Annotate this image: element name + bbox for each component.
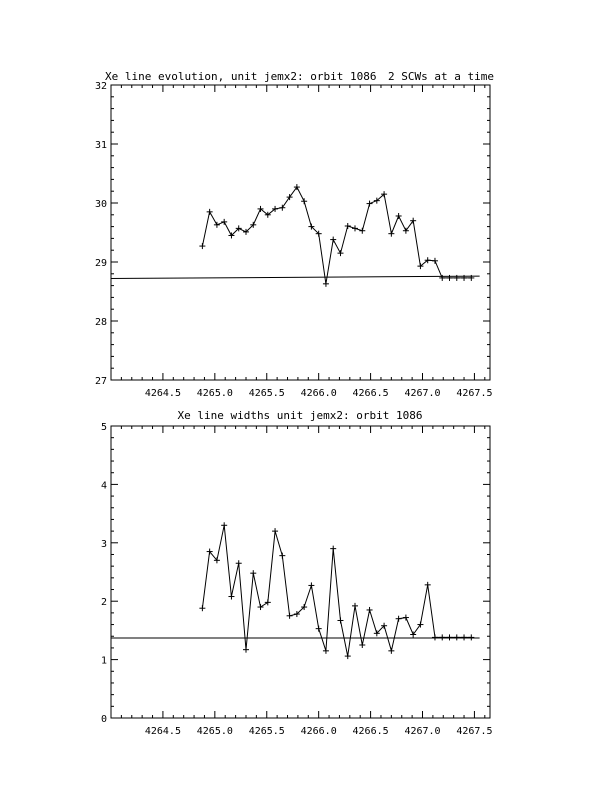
evolution-data-point — [221, 219, 227, 225]
widths-data-point — [258, 604, 264, 610]
evolution-data-point — [359, 228, 365, 234]
widths-data-point — [199, 605, 205, 611]
evolution-y-tick-label: 27 — [94, 376, 107, 387]
widths-x-tick-label: 4264.5 — [144, 726, 181, 737]
evolution-reference-line — [111, 276, 480, 278]
widths-y-tick-label: 4 — [100, 480, 107, 492]
evolution-data-point — [447, 275, 453, 281]
widths-y-tick-label: 5 — [100, 422, 107, 433]
widths-title: Xe line widths unit jemx2: orbit 1086 — [177, 409, 423, 422]
evolution-y-tick-label: 29 — [94, 258, 107, 269]
evolution-data-point — [294, 184, 300, 190]
widths-data-point — [279, 553, 285, 559]
evolution-data-point — [330, 237, 336, 243]
widths-data-point — [323, 648, 329, 654]
widths-data-point — [352, 603, 358, 609]
evolution-panel — [95, 70, 494, 399]
widths-x-tick-label: 4267.5 — [456, 726, 493, 737]
evolution-data-point — [337, 250, 343, 256]
evolution-data-point — [439, 275, 445, 281]
evolution-data-point — [345, 223, 351, 229]
widths-data-point — [367, 607, 373, 613]
evolution-data-point — [207, 209, 213, 215]
widths-y-tick-label: 2 — [100, 597, 107, 609]
widths-x-tick-label: 4266.0 — [300, 726, 337, 737]
evolution-data-point — [367, 201, 373, 207]
evolution-data-point — [301, 198, 307, 204]
widths-data-point — [228, 594, 234, 600]
widths-data-point — [250, 570, 256, 576]
evolution-x-tick-label: 4266.5 — [352, 388, 389, 399]
evolution-data-point — [388, 231, 394, 237]
evolution-y-tick-label: 30 — [94, 199, 107, 210]
evolution-y-tick-label: 32 — [94, 81, 107, 92]
widths-data-point — [432, 634, 438, 640]
widths-panel — [101, 409, 493, 737]
widths-data-point — [316, 626, 322, 632]
widths-data-point — [330, 546, 336, 552]
evolution-data-point — [396, 213, 402, 219]
evolution-x-tick-label: 4266.0 — [300, 388, 337, 399]
widths-y-tick-label: 3 — [100, 538, 107, 550]
widths-data-point — [337, 617, 343, 623]
widths-data-point — [461, 634, 467, 640]
widths-x-tick-label: 4265.5 — [248, 726, 285, 737]
evolution-data-point — [432, 258, 438, 264]
widths-data-point — [468, 634, 474, 640]
evolution-y-tick-label: 28 — [94, 317, 107, 328]
widths-data-point — [454, 634, 460, 640]
widths-series-line — [202, 525, 471, 656]
evolution-x-tick-label: 4264.5 — [144, 388, 181, 399]
evolution-x-tick-label: 4267.0 — [404, 388, 441, 399]
widths-data-point — [272, 528, 278, 534]
widths-y-tick-label: 0 — [100, 714, 107, 725]
widths-data-point — [425, 582, 431, 588]
widths-x-tick-label: 4266.5 — [352, 726, 389, 737]
widths-data-point — [287, 613, 293, 619]
evolution-x-tick-label: 4265.0 — [196, 388, 233, 399]
widths-data-point — [308, 582, 314, 588]
evolution-data-point — [352, 225, 358, 231]
evolution-series-line — [202, 187, 471, 284]
evolution-plot-frame — [111, 85, 490, 380]
evolution-title: Xe line evolution, unit jemx2: orbit 1086 — [105, 70, 377, 83]
widths-data-point — [359, 642, 365, 648]
widths-data-point — [236, 560, 242, 566]
evolution-data-point — [199, 243, 205, 249]
widths-data-point — [439, 634, 445, 640]
evolution-data-point — [323, 281, 329, 287]
evolution-y-tick-label: 31 — [94, 140, 107, 151]
evolution-data-point — [214, 222, 220, 228]
widths-data-point — [265, 599, 271, 605]
widths-data-point — [243, 647, 249, 653]
widths-data-point — [221, 522, 227, 528]
widths-y-tick-label: 1 — [100, 655, 107, 667]
widths-x-tick-label: 4265.0 — [196, 726, 233, 737]
widths-data-point — [403, 615, 409, 621]
widths-plot-frame — [111, 426, 490, 718]
widths-data-point — [345, 653, 351, 659]
widths-x-tick-label: 4267.0 — [404, 726, 441, 737]
widths-data-point — [388, 648, 394, 654]
evolution-x-tick-label: 4267.5 — [456, 388, 493, 399]
widths-data-point — [447, 634, 453, 640]
evolution-data-point — [279, 205, 285, 211]
widths-data-point — [396, 616, 402, 622]
evolution-subtitle: 2 SCWs at a time — [388, 70, 494, 83]
evolution-x-tick-label: 4265.5 — [248, 388, 285, 399]
